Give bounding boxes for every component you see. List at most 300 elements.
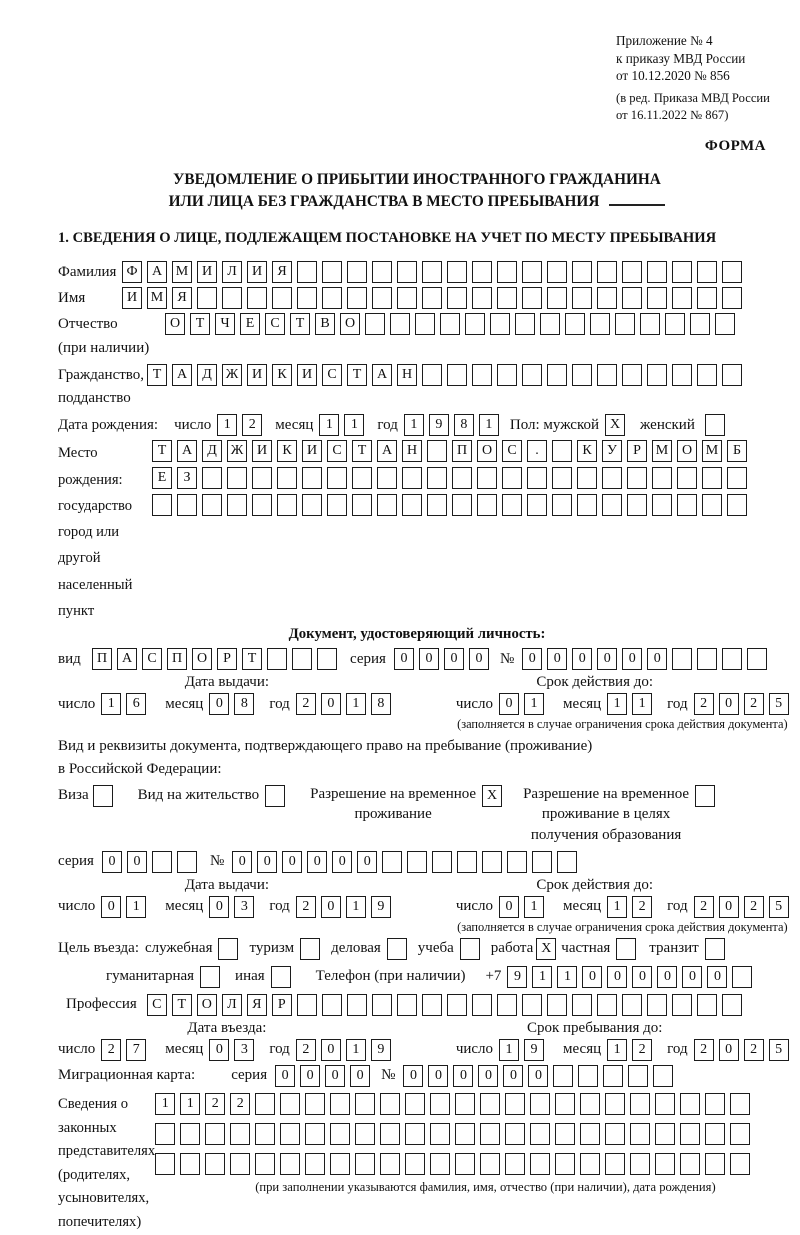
char-box[interactable]: С	[327, 440, 347, 462]
char-box[interactable]	[702, 494, 722, 516]
char-box[interactable]	[477, 467, 497, 489]
char-box[interactable]	[722, 261, 742, 283]
char-box[interactable]: 7	[126, 1039, 146, 1061]
char-box[interactable]	[590, 313, 610, 335]
char-box[interactable]	[522, 364, 542, 386]
char-box[interactable]: 0	[419, 648, 439, 670]
char-box[interactable]: 0	[332, 851, 352, 873]
char-box[interactable]: С	[265, 313, 285, 335]
char-box[interactable]	[630, 1153, 650, 1175]
char-box[interactable]	[152, 494, 172, 516]
char-box[interactable]	[555, 1123, 575, 1145]
char-box[interactable]	[202, 467, 222, 489]
char-box[interactable]: Н	[402, 440, 422, 462]
char-box[interactable]	[690, 313, 710, 335]
char-box[interactable]	[527, 467, 547, 489]
char-box[interactable]	[677, 494, 697, 516]
char-box[interactable]: 0	[503, 1065, 523, 1087]
char-box[interactable]: 5	[769, 1039, 789, 1061]
char-box[interactable]	[522, 287, 542, 309]
char-box[interactable]: 3	[234, 896, 254, 918]
char-box[interactable]: 8	[371, 693, 391, 715]
char-box[interactable]: Р	[627, 440, 647, 462]
char-box[interactable]: К	[272, 364, 292, 386]
char-box[interactable]	[547, 994, 567, 1016]
char-box[interactable]	[277, 494, 297, 516]
char-box[interactable]	[422, 994, 442, 1016]
char-box[interactable]	[627, 494, 647, 516]
char-box[interactable]	[730, 1093, 750, 1115]
char-box[interactable]: 0	[275, 1065, 295, 1087]
char-box[interactable]: 1	[346, 1039, 366, 1061]
char-box[interactable]: 1	[532, 966, 552, 988]
char-box[interactable]: А	[177, 440, 197, 462]
char-box[interactable]	[530, 1123, 550, 1145]
char-box[interactable]	[557, 851, 577, 873]
char-box[interactable]	[402, 467, 422, 489]
char-box[interactable]	[305, 1123, 325, 1145]
char-box[interactable]	[480, 1123, 500, 1145]
char-box[interactable]	[352, 494, 372, 516]
char-box[interactable]: 0	[453, 1065, 473, 1087]
char-box[interactable]	[628, 1065, 648, 1087]
char-box[interactable]	[205, 1123, 225, 1145]
char-box[interactable]	[407, 851, 427, 873]
char-box[interactable]	[155, 1153, 175, 1175]
char-box[interactable]	[447, 261, 467, 283]
char-box[interactable]: И	[297, 364, 317, 386]
char-box[interactable]: О	[165, 313, 185, 335]
char-box[interactable]	[330, 1093, 350, 1115]
char-box[interactable]	[177, 851, 197, 873]
char-box[interactable]	[497, 261, 517, 283]
char-box[interactable]: П	[452, 440, 472, 462]
char-box[interactable]: 0	[647, 648, 667, 670]
char-box[interactable]	[697, 364, 717, 386]
char-box[interactable]	[447, 364, 467, 386]
char-box[interactable]	[602, 467, 622, 489]
char-box[interactable]	[480, 1093, 500, 1115]
char-box[interactable]	[672, 261, 692, 283]
char-box[interactable]	[705, 938, 725, 960]
char-box[interactable]	[480, 1153, 500, 1175]
char-box[interactable]: 2	[694, 896, 714, 918]
char-box[interactable]	[218, 938, 238, 960]
char-box[interactable]	[705, 414, 725, 436]
char-box[interactable]	[377, 467, 397, 489]
char-box[interactable]: X	[482, 785, 502, 807]
char-box[interactable]	[640, 313, 660, 335]
char-box[interactable]: 1	[524, 693, 544, 715]
char-box[interactable]: 1	[180, 1093, 200, 1115]
char-box[interactable]	[580, 1153, 600, 1175]
char-box[interactable]: 0	[572, 648, 592, 670]
char-box[interactable]	[472, 994, 492, 1016]
char-box[interactable]	[555, 1093, 575, 1115]
char-box[interactable]	[397, 994, 417, 1016]
char-box[interactable]	[355, 1153, 375, 1175]
char-box[interactable]	[305, 1153, 325, 1175]
char-box[interactable]	[695, 785, 715, 807]
char-box[interactable]: О	[340, 313, 360, 335]
char-box[interactable]: 8	[454, 414, 474, 436]
char-box[interactable]: 1	[479, 414, 499, 436]
char-box[interactable]: А	[377, 440, 397, 462]
char-box[interactable]	[522, 261, 542, 283]
char-box[interactable]	[730, 1153, 750, 1175]
char-box[interactable]: О	[477, 440, 497, 462]
char-box[interactable]	[605, 1153, 625, 1175]
char-box[interactable]: 1	[344, 414, 364, 436]
char-box[interactable]: X	[605, 414, 625, 436]
char-box[interactable]	[507, 851, 527, 873]
char-box[interactable]: Д	[202, 440, 222, 462]
char-box[interactable]: 5	[769, 896, 789, 918]
char-box[interactable]	[602, 494, 622, 516]
char-box[interactable]: Л	[222, 994, 242, 1016]
char-box[interactable]	[705, 1123, 725, 1145]
char-box[interactable]: Я	[272, 261, 292, 283]
char-box[interactable]: С	[322, 364, 342, 386]
char-box[interactable]: 0	[257, 851, 277, 873]
char-box[interactable]: Р	[272, 994, 292, 1016]
char-box[interactable]	[405, 1123, 425, 1145]
char-box[interactable]: 0	[607, 966, 627, 988]
char-box[interactable]	[597, 364, 617, 386]
char-box[interactable]	[715, 313, 735, 335]
char-box[interactable]	[302, 467, 322, 489]
char-box[interactable]: .	[527, 440, 547, 462]
char-box[interactable]	[630, 1123, 650, 1145]
char-box[interactable]	[427, 494, 447, 516]
char-box[interactable]	[280, 1123, 300, 1145]
char-box[interactable]	[255, 1153, 275, 1175]
char-box[interactable]	[327, 467, 347, 489]
char-box[interactable]: Е	[152, 467, 172, 489]
char-box[interactable]	[397, 287, 417, 309]
char-box[interactable]	[322, 287, 342, 309]
char-box[interactable]: С	[147, 994, 167, 1016]
char-box[interactable]: 0	[325, 1065, 345, 1087]
char-box[interactable]: Т	[190, 313, 210, 335]
char-box[interactable]	[532, 851, 552, 873]
char-box[interactable]	[553, 1065, 573, 1087]
char-box[interactable]	[177, 494, 197, 516]
char-box[interactable]	[527, 494, 547, 516]
char-box[interactable]: 1	[319, 414, 339, 436]
char-box[interactable]	[680, 1093, 700, 1115]
char-box[interactable]: 2	[694, 1039, 714, 1061]
char-box[interactable]	[580, 1093, 600, 1115]
char-box[interactable]: 0	[622, 648, 642, 670]
char-box[interactable]	[530, 1093, 550, 1115]
char-box[interactable]	[247, 287, 267, 309]
char-box[interactable]	[252, 467, 272, 489]
char-box[interactable]	[387, 938, 407, 960]
char-box[interactable]: 3	[234, 1039, 254, 1061]
char-box[interactable]: 9	[371, 1039, 391, 1061]
char-box[interactable]: А	[372, 364, 392, 386]
char-box[interactable]	[597, 261, 617, 283]
char-box[interactable]	[272, 287, 292, 309]
char-box[interactable]	[380, 1093, 400, 1115]
char-box[interactable]	[377, 494, 397, 516]
char-box[interactable]: 5	[769, 693, 789, 715]
char-box[interactable]: 0	[469, 648, 489, 670]
char-box[interactable]	[655, 1093, 675, 1115]
char-box[interactable]	[572, 364, 592, 386]
char-box[interactable]	[603, 1065, 623, 1087]
char-box[interactable]	[672, 648, 692, 670]
char-box[interactable]	[577, 494, 597, 516]
char-box[interactable]	[347, 261, 367, 283]
char-box[interactable]	[265, 785, 285, 807]
char-box[interactable]: 0	[582, 966, 602, 988]
char-box[interactable]	[455, 1123, 475, 1145]
char-box[interactable]	[597, 994, 617, 1016]
char-box[interactable]: 0	[522, 648, 542, 670]
char-box[interactable]: 0	[707, 966, 727, 988]
char-box[interactable]	[605, 1123, 625, 1145]
char-box[interactable]: Ж	[222, 364, 242, 386]
char-box[interactable]: 2	[205, 1093, 225, 1115]
char-box[interactable]: 0	[719, 896, 739, 918]
char-box[interactable]	[365, 313, 385, 335]
char-box[interactable]	[155, 1123, 175, 1145]
char-box[interactable]: 0	[478, 1065, 498, 1087]
char-box[interactable]	[322, 261, 342, 283]
char-box[interactable]	[465, 313, 485, 335]
char-box[interactable]: 0	[209, 896, 229, 918]
char-box[interactable]: М	[702, 440, 722, 462]
char-box[interactable]: 1	[346, 896, 366, 918]
char-box[interactable]	[255, 1093, 275, 1115]
char-box[interactable]	[267, 648, 287, 670]
char-box[interactable]: И	[247, 261, 267, 283]
char-box[interactable]	[705, 1153, 725, 1175]
char-box[interactable]	[200, 966, 220, 988]
char-box[interactable]: 1	[607, 693, 627, 715]
char-box[interactable]	[655, 1153, 675, 1175]
char-box[interactable]: П	[92, 648, 112, 670]
char-box[interactable]	[653, 1065, 673, 1087]
char-box[interactable]: Ф	[122, 261, 142, 283]
char-box[interactable]	[572, 261, 592, 283]
char-box[interactable]	[622, 261, 642, 283]
char-box[interactable]	[652, 467, 672, 489]
char-box[interactable]	[680, 1123, 700, 1145]
char-box[interactable]	[680, 1153, 700, 1175]
char-box[interactable]: 2	[744, 693, 764, 715]
char-box[interactable]	[427, 440, 447, 462]
char-box[interactable]	[505, 1153, 525, 1175]
char-box[interactable]	[497, 364, 517, 386]
char-box[interactable]	[415, 313, 435, 335]
char-box[interactable]	[652, 494, 672, 516]
char-box[interactable]	[452, 467, 472, 489]
char-box[interactable]: Ж	[227, 440, 247, 462]
char-box[interactable]	[477, 494, 497, 516]
char-box[interactable]	[616, 938, 636, 960]
char-box[interactable]: 2	[744, 1039, 764, 1061]
char-box[interactable]: 8	[234, 693, 254, 715]
char-box[interactable]: 1	[155, 1093, 175, 1115]
char-box[interactable]: 0	[719, 693, 739, 715]
char-box[interactable]: 1	[499, 1039, 519, 1061]
char-box[interactable]	[597, 287, 617, 309]
char-box[interactable]: М	[147, 287, 167, 309]
char-box[interactable]	[280, 1153, 300, 1175]
char-box[interactable]	[372, 287, 392, 309]
char-box[interactable]	[405, 1153, 425, 1175]
char-box[interactable]	[430, 1093, 450, 1115]
char-box[interactable]	[447, 994, 467, 1016]
char-box[interactable]: 2	[632, 896, 652, 918]
char-box[interactable]	[705, 1093, 725, 1115]
char-box[interactable]: Л	[222, 261, 242, 283]
char-box[interactable]	[352, 467, 372, 489]
char-box[interactable]: 1	[557, 966, 577, 988]
char-box[interactable]	[505, 1093, 525, 1115]
char-box[interactable]: З	[177, 467, 197, 489]
char-box[interactable]: К	[577, 440, 597, 462]
char-box[interactable]	[730, 1123, 750, 1145]
char-box[interactable]	[622, 364, 642, 386]
char-box[interactable]	[180, 1153, 200, 1175]
char-box[interactable]: 2	[296, 693, 316, 715]
char-box[interactable]: 0	[632, 966, 652, 988]
char-box[interactable]: 2	[242, 414, 262, 436]
char-box[interactable]: 0	[719, 1039, 739, 1061]
char-box[interactable]	[697, 287, 717, 309]
char-box[interactable]	[255, 1123, 275, 1145]
char-box[interactable]	[522, 994, 542, 1016]
char-box[interactable]	[547, 287, 567, 309]
char-box[interactable]: 1	[607, 896, 627, 918]
char-box[interactable]	[222, 287, 242, 309]
char-box[interactable]: И	[247, 364, 267, 386]
char-box[interactable]: 0	[444, 648, 464, 670]
char-box[interactable]: 2	[744, 896, 764, 918]
char-box[interactable]	[572, 287, 592, 309]
char-box[interactable]: 1	[404, 414, 424, 436]
char-box[interactable]	[152, 851, 172, 873]
char-box[interactable]: И	[122, 287, 142, 309]
char-box[interactable]	[472, 364, 492, 386]
char-box[interactable]	[697, 648, 717, 670]
char-box[interactable]: Я	[172, 287, 192, 309]
char-box[interactable]	[530, 1153, 550, 1175]
char-box[interactable]	[505, 1123, 525, 1145]
char-box[interactable]	[552, 467, 572, 489]
char-box[interactable]	[630, 1093, 650, 1115]
char-box[interactable]: 0	[528, 1065, 548, 1087]
char-box[interactable]	[677, 467, 697, 489]
char-box[interactable]	[277, 467, 297, 489]
char-box[interactable]: Д	[197, 364, 217, 386]
char-box[interactable]: 0	[209, 1039, 229, 1061]
char-box[interactable]	[627, 467, 647, 489]
char-box[interactable]	[622, 287, 642, 309]
char-box[interactable]	[355, 1123, 375, 1145]
char-box[interactable]: С	[502, 440, 522, 462]
char-box[interactable]	[515, 313, 535, 335]
char-box[interactable]	[322, 994, 342, 1016]
char-box[interactable]	[722, 648, 742, 670]
char-box[interactable]	[297, 994, 317, 1016]
char-box[interactable]: 2	[101, 1039, 121, 1061]
char-box[interactable]	[447, 287, 467, 309]
char-box[interactable]	[382, 851, 402, 873]
char-box[interactable]	[702, 467, 722, 489]
char-box[interactable]	[227, 467, 247, 489]
char-box[interactable]	[502, 494, 522, 516]
char-box[interactable]	[747, 648, 767, 670]
char-box[interactable]: 2	[296, 896, 316, 918]
char-box[interactable]	[482, 851, 502, 873]
char-box[interactable]	[565, 313, 585, 335]
char-box[interactable]	[555, 1153, 575, 1175]
char-box[interactable]	[230, 1123, 250, 1145]
char-box[interactable]	[672, 994, 692, 1016]
char-box[interactable]: 0	[350, 1065, 370, 1087]
char-box[interactable]	[455, 1093, 475, 1115]
char-box[interactable]	[372, 994, 392, 1016]
char-box[interactable]	[297, 261, 317, 283]
char-box[interactable]: И	[302, 440, 322, 462]
char-box[interactable]	[230, 1153, 250, 1175]
char-box[interactable]	[732, 966, 752, 988]
char-box[interactable]	[540, 313, 560, 335]
char-box[interactable]	[572, 994, 592, 1016]
char-box[interactable]: К	[277, 440, 297, 462]
char-box[interactable]: А	[147, 261, 167, 283]
char-box[interactable]: 0	[321, 693, 341, 715]
char-box[interactable]	[347, 994, 367, 1016]
char-box[interactable]	[552, 440, 572, 462]
char-box[interactable]	[180, 1123, 200, 1145]
char-box[interactable]: 0	[403, 1065, 423, 1087]
char-box[interactable]: Т	[152, 440, 172, 462]
char-box[interactable]: 0	[282, 851, 302, 873]
char-box[interactable]	[697, 994, 717, 1016]
char-box[interactable]	[422, 261, 442, 283]
char-box[interactable]: 0	[357, 851, 377, 873]
char-box[interactable]	[647, 994, 667, 1016]
char-box[interactable]: 2	[694, 693, 714, 715]
char-box[interactable]: 0	[499, 896, 519, 918]
char-box[interactable]	[472, 287, 492, 309]
char-box[interactable]: И	[197, 261, 217, 283]
char-box[interactable]: 1	[346, 693, 366, 715]
char-box[interactable]	[280, 1093, 300, 1115]
char-box[interactable]	[460, 938, 480, 960]
char-box[interactable]	[547, 364, 567, 386]
char-box[interactable]	[497, 287, 517, 309]
char-box[interactable]	[380, 1123, 400, 1145]
char-box[interactable]: Р	[217, 648, 237, 670]
char-box[interactable]: X	[536, 938, 556, 960]
char-box[interactable]: Е	[240, 313, 260, 335]
char-box[interactable]: 0	[101, 896, 121, 918]
char-box[interactable]	[402, 494, 422, 516]
char-box[interactable]	[252, 494, 272, 516]
char-box[interactable]	[490, 313, 510, 335]
char-box[interactable]	[655, 1123, 675, 1145]
char-box[interactable]	[552, 494, 572, 516]
char-box[interactable]	[372, 261, 392, 283]
char-box[interactable]: Я	[247, 994, 267, 1016]
